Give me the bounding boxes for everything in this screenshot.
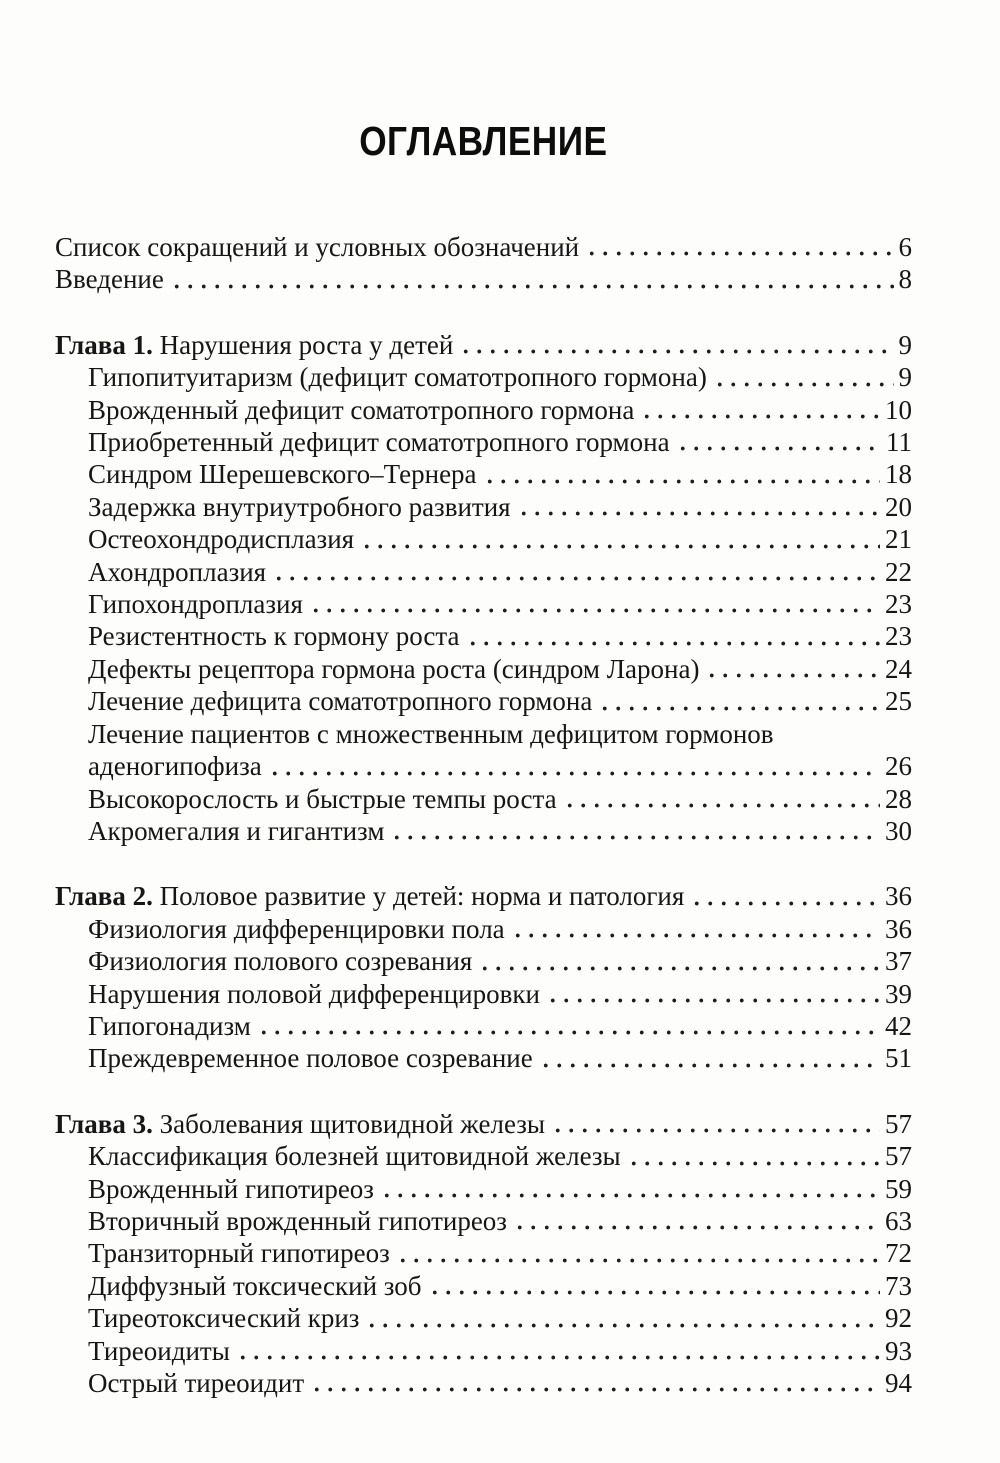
dot-leader: [256, 1010, 880, 1042]
toc-entry: [55, 588, 912, 620]
toc-entry: [55, 426, 912, 458]
dot-leader: [389, 815, 880, 847]
dot-leader: [712, 361, 894, 393]
toc-entry: [55, 653, 912, 685]
page-number: 8: [898, 264, 912, 295]
page-number: 30: [885, 815, 912, 846]
toc-entry-label: Глава 1. Нарушения роста у детей: [55, 329, 454, 360]
toc-entry-label: Преждевременное половое созревание: [88, 1043, 533, 1074]
page-number: 93: [885, 1335, 912, 1366]
page-number: 57: [885, 1108, 912, 1139]
page-number: 39: [885, 978, 912, 1009]
toc-entry: [55, 783, 912, 815]
toc-entry-label: Введение: [55, 264, 164, 295]
dot-leader: [477, 945, 880, 977]
dot-leader: [512, 1205, 880, 1237]
toc-entry-label: Врожденный дефицит соматотропного гормона: [88, 394, 635, 425]
dot-leader: [271, 556, 880, 588]
toc-entry: [55, 880, 912, 912]
toc-entry-label: Транзиторный гипотиреоз: [88, 1238, 390, 1269]
page-number: 20: [885, 491, 912, 522]
page-number: 6: [898, 232, 912, 262]
toc-entry: [55, 1042, 912, 1074]
chapter-prefix: Глава 1.: [55, 329, 153, 360]
toc-entry: [55, 1010, 912, 1042]
toc-entry-label: Острый тиреоидит: [88, 1368, 305, 1398]
toc-entry: [55, 620, 912, 652]
toc-entry: [55, 1108, 912, 1140]
toc-group: [55, 329, 912, 848]
toc-group: [55, 231, 912, 296]
toc-entry-label: Физиология полового созревания: [88, 946, 473, 977]
dot-leader: [379, 1173, 880, 1205]
page-title: ОГЛАВЛЕНИЕ: [359, 118, 608, 164]
toc-entry: [55, 1270, 912, 1302]
toc-entry: [55, 750, 912, 782]
dot-leader: [597, 685, 880, 717]
page-number: 10: [885, 394, 912, 425]
toc-entry: [55, 231, 912, 263]
toc-entry-label: Акромегалия и гигантизм: [88, 815, 385, 846]
toc-entry: [55, 1367, 912, 1399]
page-number: 23: [885, 621, 912, 652]
toc-entry-label: Гипохондроплазия: [88, 589, 303, 620]
toc-entry: [55, 491, 912, 523]
dot-leader: [510, 913, 880, 945]
dot-leader: [689, 880, 880, 912]
page-number: 24: [885, 653, 912, 684]
page-number: 25: [885, 686, 912, 717]
toc-entry-label: Высокорослость и быстрые темпы роста: [88, 783, 557, 814]
toc-entry-label: Остеохондродисплазия: [88, 524, 355, 555]
dot-leader: [626, 1140, 880, 1172]
dot-leader: [308, 588, 880, 620]
dot-leader: [427, 1270, 880, 1302]
toc: [55, 231, 912, 1399]
page-number: 92: [885, 1303, 912, 1334]
page-number: 23: [885, 589, 912, 620]
dot-leader: [482, 458, 880, 490]
toc-entry: [55, 945, 912, 977]
toc-entry-label: аденогипофиза: [88, 751, 262, 782]
dot-leader: [169, 263, 894, 295]
toc-entry: [55, 815, 912, 847]
dot-leader: [538, 1042, 880, 1074]
toc-entry-label: Тиреотоксический криз: [88, 1303, 360, 1334]
toc-entry: [55, 978, 912, 1010]
toc-entry: [55, 263, 912, 295]
page-title-wrap: [55, 118, 912, 165]
page-number: 63: [885, 1205, 912, 1236]
page-number: 57: [885, 1141, 912, 1172]
toc-entry-label: Врожденный гипотиреоз: [88, 1173, 374, 1204]
dot-leader: [516, 491, 880, 523]
page-number: 11: [886, 427, 912, 458]
dot-leader: [267, 750, 880, 782]
toc-entry-label: Глава 2. Половое развитие у детей: норма и патология: [55, 881, 685, 912]
toc-entry-label: Тиреоидиты: [88, 1335, 230, 1366]
toc-entry: [55, 685, 912, 717]
page-number: 9: [898, 362, 912, 393]
toc-entry-label: Глава 3. Заболевания щитовидной железы: [55, 1108, 546, 1139]
toc-entry-label: Лечение пациентов с множественным дефицитом гормонов: [88, 718, 774, 749]
toc-entry: [55, 1335, 912, 1367]
toc-entry: [55, 1173, 912, 1205]
dot-leader: [550, 1108, 880, 1140]
dot-leader: [704, 653, 880, 685]
toc-entry-label: Классификация болезней щитовидной железы: [88, 1141, 621, 1172]
dot-leader: [545, 978, 880, 1010]
toc-entry: [55, 1302, 912, 1334]
page-number: 21: [885, 524, 912, 555]
page-number: 73: [885, 1270, 912, 1301]
dot-leader: [364, 1302, 880, 1334]
dot-leader: [359, 523, 880, 555]
page-number: 51: [885, 1043, 912, 1074]
toc-entry: [55, 913, 912, 945]
dot-leader: [235, 1335, 880, 1367]
toc-entry-label: Дефекты рецептора гормона роста (синдром Ларона): [88, 653, 700, 684]
toc-entry-label: Гипогонадизм: [88, 1010, 251, 1041]
dot-leader: [465, 620, 881, 652]
page-number: 28: [885, 783, 912, 814]
page-number: 94: [885, 1368, 912, 1398]
toc-entry-label: Нарушения половой дифференцировки: [88, 978, 540, 1009]
page-number: 37: [885, 946, 912, 977]
toc-entry-label: Диффузный токсический зоб: [88, 1270, 422, 1301]
toc-entry-label: Список сокращений и условных обозначений: [55, 232, 580, 262]
toc-entry-label: Ахондроплазия: [88, 556, 267, 587]
dot-leader: [309, 1367, 880, 1399]
dot-leader: [675, 426, 881, 458]
toc-entry-label: Физиология дифференцировки пола: [88, 913, 505, 944]
toc-entry: [55, 523, 912, 555]
page-number: 9: [898, 329, 912, 360]
toc-entry: [55, 458, 912, 490]
dot-leader: [458, 329, 893, 361]
toc-entry-label: Вторичный врожденный гипотиреоз: [88, 1205, 507, 1236]
page-number: 36: [885, 881, 912, 912]
dot-leader: [584, 231, 893, 263]
dot-leader: [562, 783, 880, 815]
toc-entry-label: Приобретенный дефицит соматотропного гормона: [88, 427, 670, 458]
toc-entry-label: Синдром Шерешевского–Тернера: [88, 459, 477, 490]
toc-entry: [55, 394, 912, 426]
toc-entry: [55, 1237, 912, 1269]
page-number: 72: [885, 1238, 912, 1269]
chapter-prefix: Глава 3.: [55, 1108, 153, 1139]
page-number: 59: [885, 1173, 912, 1204]
chapter-prefix: Глава 2.: [55, 881, 153, 912]
page-number: 36: [885, 913, 912, 944]
toc-entry-label: Резистентность к гормону роста: [88, 621, 460, 652]
page-number: 42: [885, 1010, 912, 1041]
toc-entry: [55, 329, 912, 361]
toc-entry: [55, 556, 912, 588]
toc-entry-label: Задержка внутриутробного развития: [88, 491, 511, 522]
toc-entry-label: Гипопитуитаризм (дефицит соматотропного гормона): [88, 362, 707, 393]
toc-entry: [55, 361, 912, 393]
page-number: 18: [885, 459, 912, 490]
dot-leader: [639, 394, 880, 426]
toc-group: [55, 880, 912, 1074]
toc-entry: [55, 1205, 912, 1237]
toc-entry: [55, 1140, 912, 1172]
toc-group: [55, 1108, 912, 1400]
page-number: 26: [885, 751, 912, 782]
page-number: 22: [885, 556, 912, 587]
toc-entry-label: Лечение дефицита соматотропного гормона: [88, 686, 593, 717]
toc-entry: [55, 718, 912, 750]
dot-leader: [395, 1237, 880, 1269]
